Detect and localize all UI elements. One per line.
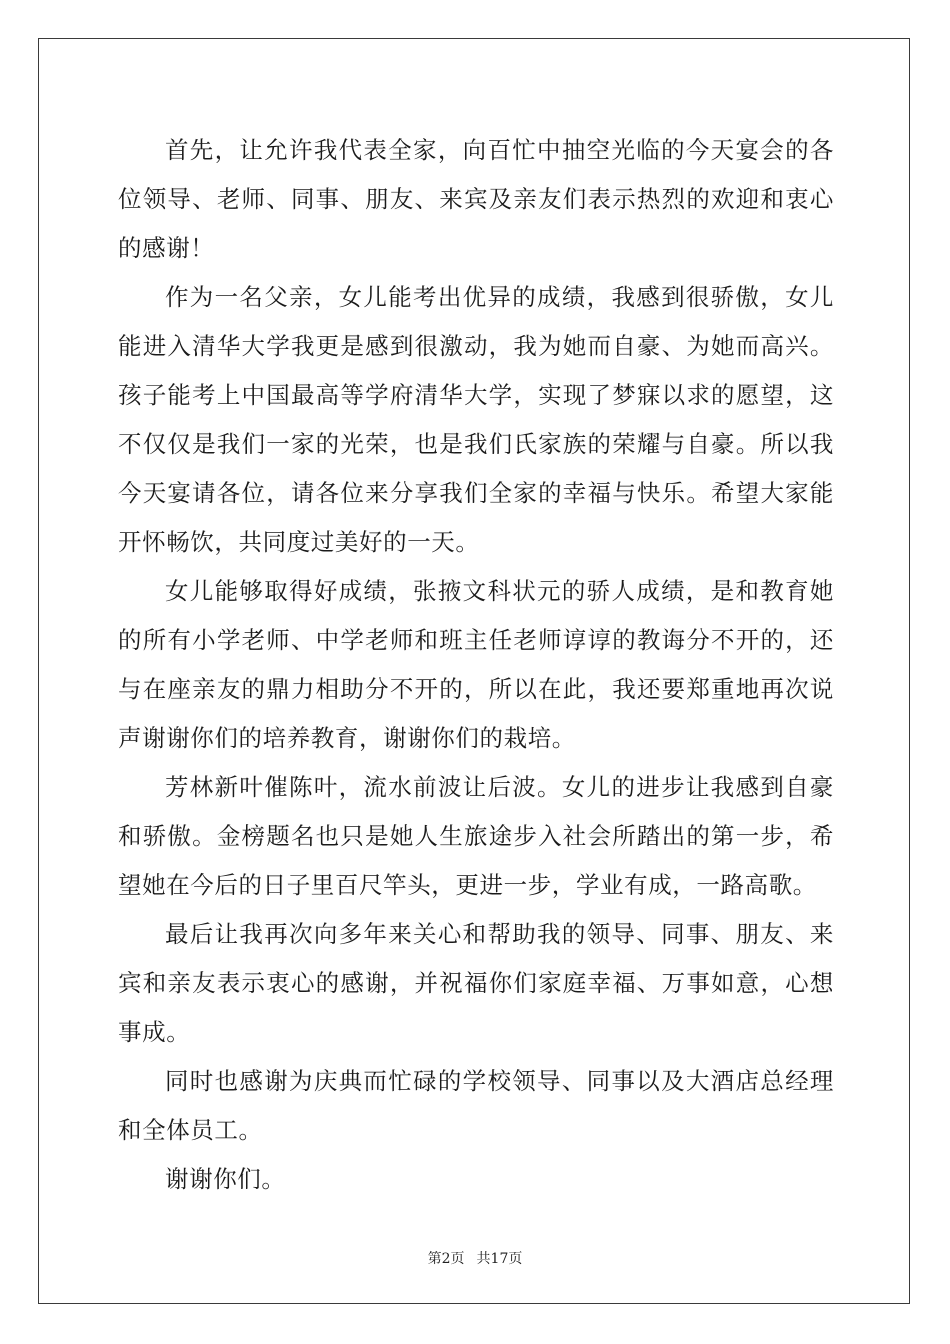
paragraph-welcome: 首先，让允许我代表全家，向百忙中抽空光临的今天宴会的各位领导、老师、同事、朋友、来宾及亲友们表示热烈的欢迎和衷心的感谢！	[118, 136, 834, 262]
paragraph-final-thanks: 最后让我再次向多年来关心和帮助我的领导、同事、朋友、来宾和亲友表示衷心的感谢，并祝福你们家庭幸福、万事如意，心想事成。	[118, 920, 834, 1046]
page-number: 第2页	[427, 1251, 465, 1267]
document-body	[118, 126, 834, 1204]
page-footer	[0, 1248, 950, 1268]
paragraph-closing: 谢谢你们。	[165, 1165, 286, 1193]
paragraph-father-pride: 作为一名父亲，女儿能考出优异的成绩，我感到很骄傲，女儿能进入清华大学我更是感到很激动，我为她而自豪、为她而高兴。孩子能考上中国最高等学府清华大学，实现了梦寐以求的愿望，这不仅仅是我们一家的光荣，也是我们氏家族的荣耀与自豪。所以我今天宴请各位，请各位来分享我们全家的幸福与快乐。希望大家能开怀畅饮，共同度过美好的一天。	[118, 283, 834, 556]
paragraph-staff-thanks: 同时也感谢为庆典而忙碌的学校领导、同事以及大酒店总经理和全体员工。	[118, 1067, 834, 1144]
paragraph-teachers-thanks: 女儿能够取得好成绩，张掖文科状元的骄人成绩，是和教育她的所有小学老师、中学老师和班主任老师谆谆的教诲分不开的，还与在座亲友的鼎力相助分不开的，所以在此，我还要郑重地再次说声谢谢你们的培养教育，谢谢你们的栽培。	[118, 577, 834, 752]
page-total: 共17页	[476, 1251, 523, 1267]
paragraph-wishes: 芳林新叶催陈叶，流水前波让后波。女儿的进步让我感到自豪和骄傲。金榜题名也只是她人生旅途步入社会所踏出的第一步，希望她在今后的日子里百尺竿头，更进一步，学业有成，一路高歌。	[118, 773, 834, 899]
